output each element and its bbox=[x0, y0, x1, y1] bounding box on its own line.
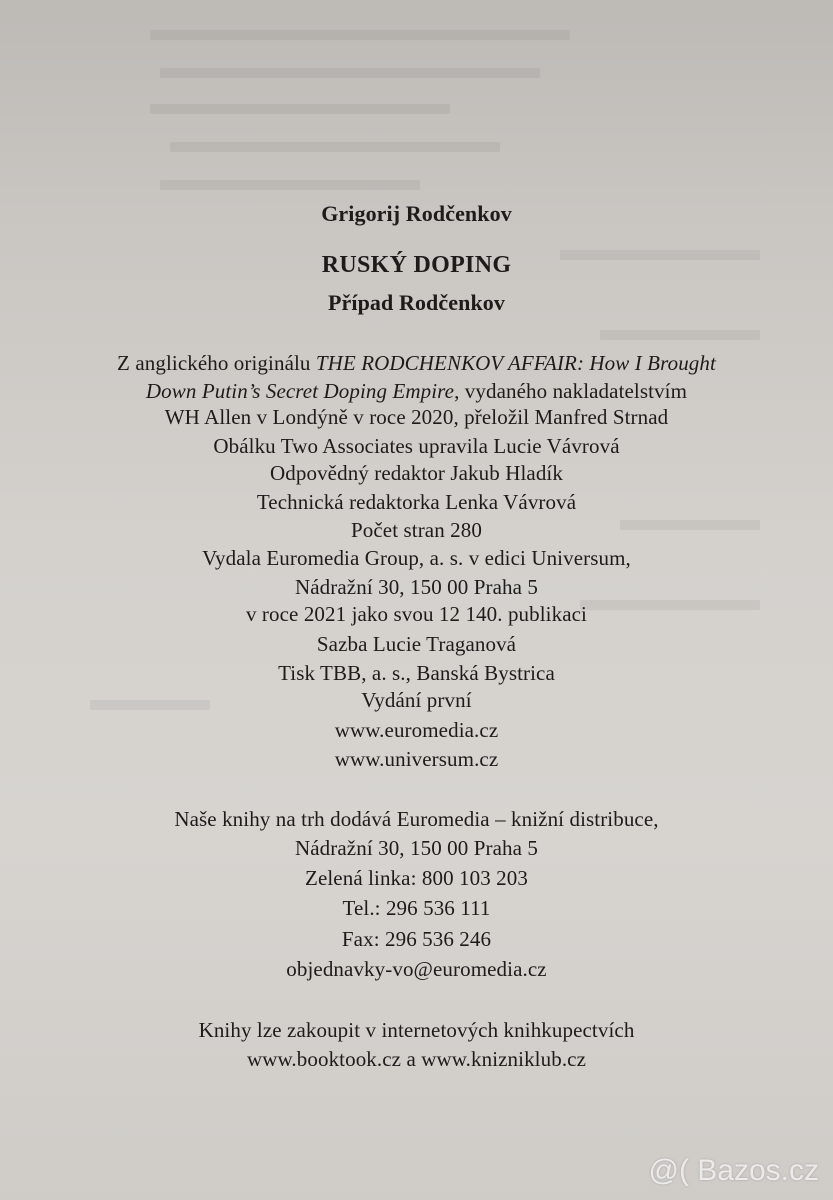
purchase-line: www.booktook.cz a www.knizniklub.cz bbox=[246, 1047, 587, 1071]
distribution-line: Fax: 296 536 246 bbox=[341, 927, 492, 951]
imprint-line: v roce 2021 jako svou 12 140. publikaci bbox=[245, 602, 587, 626]
original-prefix: Z anglického originálu bbox=[117, 351, 316, 375]
imprint-line: Tisk TBB, a. s., Banská Bystrica bbox=[278, 661, 555, 685]
imprint-line: www.universum.cz bbox=[334, 747, 499, 771]
author-name: Grigorij Rodčenkov bbox=[321, 201, 512, 226]
imprint-line: Počet stran 280 bbox=[351, 518, 482, 542]
distribution-line: Naše knihy na trh dodává Euromedia – knižní distribuce, bbox=[174, 807, 659, 831]
distribution-line: Nádražní 30, 150 00 Praha 5 bbox=[295, 836, 538, 860]
imprint-line: Technická redaktorka Lenka Vávrová bbox=[256, 490, 577, 514]
purchase-line: Knihy lze zakoupit v internetových knihkupectvích bbox=[198, 1018, 635, 1042]
imprint-line: Vydání první bbox=[361, 688, 472, 712]
imprint-line: Sazba Lucie Traganová bbox=[316, 632, 517, 656]
imprint-line: www.euromedia.cz bbox=[334, 718, 499, 742]
book-title: RUSKÝ DOPING bbox=[321, 252, 512, 278]
imprint-line: Nádražní 30, 150 00 Praha 5 bbox=[295, 575, 538, 599]
imprint-line: Obálku Two Associates upravila Lucie Vávrová bbox=[213, 434, 620, 458]
distribution-line: Tel.: 296 536 111 bbox=[342, 896, 491, 920]
imprint-line: WH Allen v Londýně v roce 2020, přeložil Manfred Strnad bbox=[164, 405, 669, 429]
imprint-line: Vydala Euromedia Group, a. s. v edici Universum, bbox=[202, 546, 631, 570]
original-title-line-1 bbox=[0, 349, 833, 377]
bazos-watermark: @( Bazos.cz bbox=[648, 1154, 819, 1187]
original-title-part-1: THE RODCHENKOV AFFAIR: How I Brought bbox=[315, 351, 716, 375]
book-subtitle: Případ Rodčenkov bbox=[327, 290, 505, 315]
original-suffix: , vydaného nakladatelstvím bbox=[454, 379, 688, 403]
original-title-line-2 bbox=[0, 377, 833, 405]
distribution-line: objednavky-vo@euromedia.cz bbox=[286, 957, 547, 981]
distribution-line: Zelená linka: 800 103 203 bbox=[305, 866, 528, 890]
imprint-line: Odpovědný redaktor Jakub Hladík bbox=[270, 461, 563, 485]
original-title-part-2: Down Putin’s Secret Doping Empire bbox=[145, 379, 455, 403]
